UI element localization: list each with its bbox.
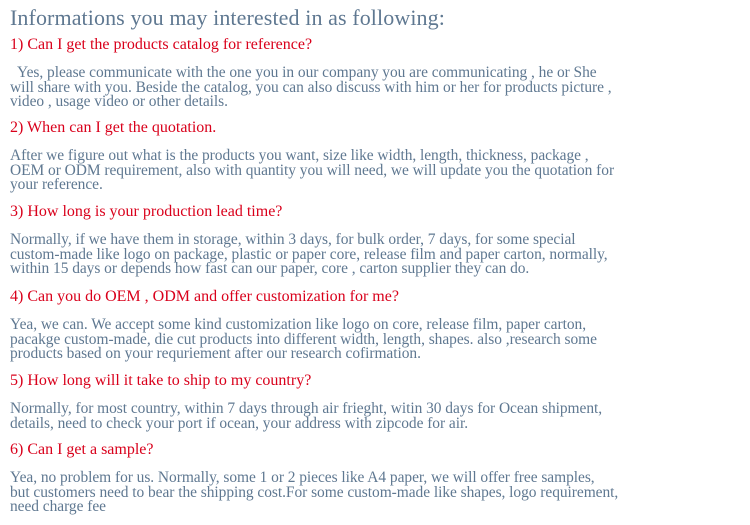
- faq-question: 6) Can I get a sample?: [10, 441, 154, 458]
- faq-question: 3) How long is your production lead time?: [10, 203, 283, 220]
- answer-line: will share with you. Beside the catalog, you can also discuss with him or her for products picture ,: [10, 78, 612, 96]
- faq-document: [10, 5, 740, 515]
- faq-answer: [10, 471, 740, 515]
- answer-line: Yea, we can. We accept some kind customization like logo on core, release film, paper carton,: [10, 316, 587, 333]
- answer-line: pacakge custom-made, die cut products into different width, length, shapes. also ,research some: [10, 330, 597, 348]
- answer-line: products based on your requriement after our research cofirmation.: [10, 345, 421, 362]
- faq-item-6: [10, 440, 740, 515]
- faq-answer: [10, 233, 740, 277]
- answer-line: within 15 days or depends how fast can our paper, core , carton supplier they can do.: [10, 260, 530, 277]
- answer-line: Normally, if we have them in storage, within 3 days, for bulk order, 7 days, for some special: [10, 231, 576, 248]
- faq-question: 5) How long will it take to ship to my country?: [10, 372, 312, 389]
- faq-answer: [10, 149, 740, 193]
- answer-line: but customers need to bear the shipping cost.For some custom-made like shapes, logo requirement,: [10, 483, 619, 501]
- answer-line: OEM or ODM requirement, also with quantity you will need, we will update you the quotation for: [10, 161, 615, 179]
- faq-item-4: [10, 287, 740, 362]
- page-title: Informations you may interested in as following:: [10, 5, 445, 30]
- faq-question: 4) Can you do OEM , ODM and offer customization for me?: [10, 288, 399, 305]
- faq-item-1: [10, 35, 740, 110]
- faq-question: 2) When can I get the quotation.: [10, 119, 217, 136]
- faq-answer: [10, 402, 740, 431]
- answer-line: Yes, please communicate with the one you in our company you are communicating , he or She: [10, 64, 597, 81]
- answer-line: details, need to check your port if ocean, your address with zipcode for air.: [10, 414, 469, 432]
- answer-line: video , usage video or other details.: [10, 93, 228, 110]
- answer-line: After we figure out what is the products you want, size like width, length, thickness, package ,: [10, 147, 589, 164]
- answer-line: need charge fee: [10, 498, 106, 515]
- faq-item-5: [10, 371, 740, 431]
- faq-item-2: [10, 118, 740, 193]
- faq-question: 1) Can I get the products catalog for reference?: [10, 36, 313, 53]
- faq-answer: [10, 66, 740, 110]
- answer-line: Yea, no problem for us. Normally, some 1 or 2 pieces like A4 paper, we will offer free samples,: [10, 469, 595, 486]
- faq-answer: [10, 318, 740, 362]
- answer-line: your reference.: [10, 176, 103, 193]
- answer-line: custom-made like logo on package, plastic or paper core, release film and paper carton, normally,: [10, 245, 608, 263]
- faq-item-3: [10, 202, 740, 277]
- answer-line: Normally, for most country, within 7 days through air frieght, witin 30 days for Ocean shipment,: [10, 400, 603, 417]
